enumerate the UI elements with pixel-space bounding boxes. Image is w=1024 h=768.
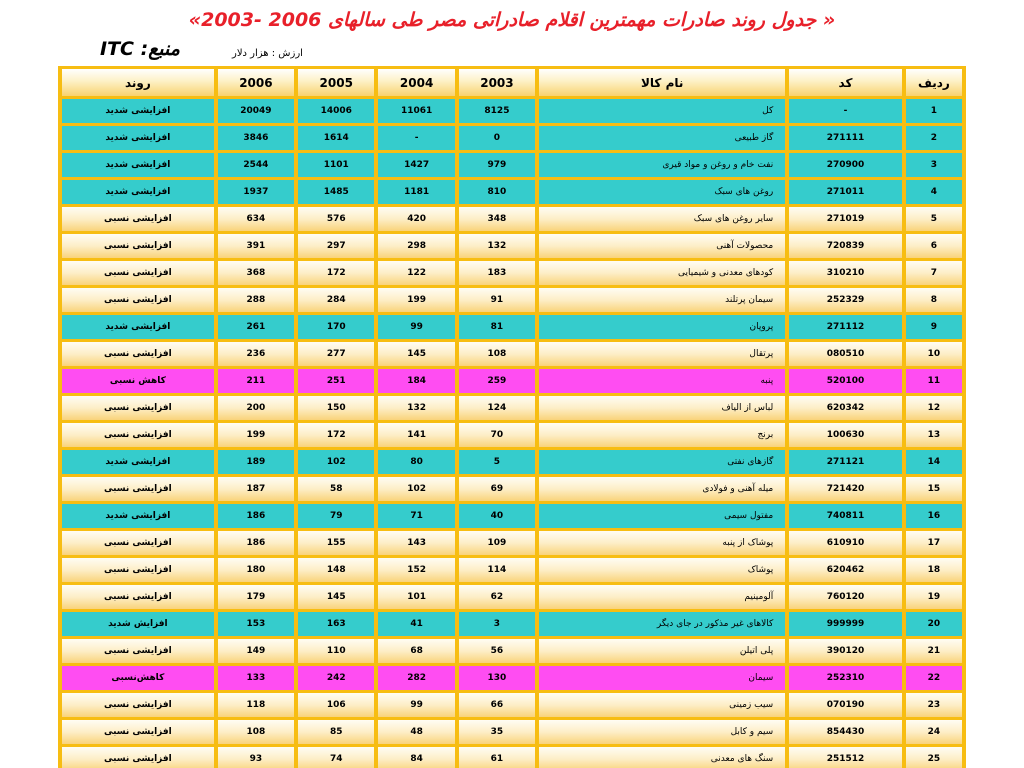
table-row	[62, 153, 962, 177]
cell-row-number: 23	[906, 693, 962, 717]
cell-2003: 979	[459, 153, 535, 177]
table-row	[62, 207, 962, 231]
cell-2004: 48	[378, 720, 454, 744]
cell-2004: 101	[378, 585, 454, 609]
cell-row-number: 11	[906, 369, 962, 393]
cell-2005: 297	[298, 234, 374, 258]
table-row	[62, 585, 962, 609]
cell-trend: افزایش شدید	[62, 612, 214, 636]
cell-2005: 242	[298, 666, 374, 690]
cell-2004: 99	[378, 315, 454, 339]
cell-2003: 61	[459, 747, 535, 768]
cell-code: 620462	[789, 558, 902, 582]
table-header-row	[62, 69, 962, 96]
cell-2004: 132	[378, 396, 454, 420]
table-row	[62, 504, 962, 528]
cell-trend: افزایشی نسبی	[62, 585, 214, 609]
cell-row-number: 18	[906, 558, 962, 582]
cell-trend: افزایشی نسبی	[62, 207, 214, 231]
cell-product-name: کالاهای غیر مذکور در جای دیگر	[539, 612, 785, 636]
cell-code: 760120	[789, 585, 902, 609]
cell-2003: 114	[459, 558, 535, 582]
cell-2003: 81	[459, 315, 535, 339]
cell-product-name: پوشاک از پنبه	[539, 531, 785, 555]
table-row	[62, 261, 962, 285]
cell-2004: 152	[378, 558, 454, 582]
cell-2006: 20049	[218, 99, 294, 123]
table-row	[62, 369, 962, 393]
cell-2003: 124	[459, 396, 535, 420]
exports-table-frame	[58, 66, 966, 768]
cell-2005: 148	[298, 558, 374, 582]
cell-product-name: محصولات آهنی	[539, 234, 785, 258]
cell-row-number: 20	[906, 612, 962, 636]
cell-trend: افزایشی شدید	[62, 450, 214, 474]
cell-row-number: 12	[906, 396, 962, 420]
cell-code: 390120	[789, 639, 902, 663]
cell-product-name: سایر روغن های سبک	[539, 207, 785, 231]
cell-product-name: گازهای نفتی	[539, 450, 785, 474]
cell-2006: 2544	[218, 153, 294, 177]
cell-2006: 186	[218, 531, 294, 555]
cell-code: 252329	[789, 288, 902, 312]
cell-trend: افزایشی شدید	[62, 153, 214, 177]
table-row	[62, 720, 962, 744]
table-row	[62, 234, 962, 258]
cell-code: 999999	[789, 612, 902, 636]
cell-2004: 298	[378, 234, 454, 258]
cell-row-number: 7	[906, 261, 962, 285]
table-body	[62, 99, 962, 768]
cell-row-number: 24	[906, 720, 962, 744]
exports-table	[58, 66, 966, 768]
cell-2003: 132	[459, 234, 535, 258]
page-title: « جدول روند صادرات مهمترین اقلام صادراتی مصر طی سالهای 2006 -2003»	[188, 9, 836, 31]
cell-code: 271111	[789, 126, 902, 150]
cell-trend: افزایشی نسبی	[62, 477, 214, 501]
table-row	[62, 288, 962, 312]
cell-2005: 172	[298, 423, 374, 447]
cell-2006: 211	[218, 369, 294, 393]
cell-trend: افزایشی نسبی	[62, 747, 214, 768]
cell-2005: 1101	[298, 153, 374, 177]
cell-2003: 8125	[459, 99, 535, 123]
cell-product-name: پنبه	[539, 369, 785, 393]
table-row	[62, 693, 962, 717]
cell-trend: افزایشی نسبی	[62, 342, 214, 366]
cell-2003: 69	[459, 477, 535, 501]
cell-2003: 40	[459, 504, 535, 528]
cell-row-number: 6	[906, 234, 962, 258]
cell-2004: 68	[378, 639, 454, 663]
cell-trend: افزایشی نسبی	[62, 639, 214, 663]
cell-2003: 5	[459, 450, 535, 474]
cell-code: 271011	[789, 180, 902, 204]
cell-trend: افزایشی نسبی	[62, 288, 214, 312]
cell-code: 620342	[789, 396, 902, 420]
cell-2003: 70	[459, 423, 535, 447]
table-row	[62, 180, 962, 204]
cell-product-name: پروپان	[539, 315, 785, 339]
cell-2005: 576	[298, 207, 374, 231]
cell-product-name: کل	[539, 99, 785, 123]
cell-2006: 391	[218, 234, 294, 258]
cell-product-name: پلی اتیلن	[539, 639, 785, 663]
cell-row-number: 8	[906, 288, 962, 312]
cell-product-name: نفت خام و روغن و مواد قیری	[539, 153, 785, 177]
cell-code: 271112	[789, 315, 902, 339]
table-row	[62, 666, 962, 690]
cell-product-name: روغن های سبک	[539, 180, 785, 204]
cell-2006: 153	[218, 612, 294, 636]
cell-row-number: 19	[906, 585, 962, 609]
cell-2003: 0	[459, 126, 535, 150]
cell-code: 270900	[789, 153, 902, 177]
cell-trend: افزایشی نسبی	[62, 261, 214, 285]
cell-2006: 3846	[218, 126, 294, 150]
cell-row-number: 5	[906, 207, 962, 231]
cell-2006: 236	[218, 342, 294, 366]
cell-trend: افزایشی نسبی	[62, 558, 214, 582]
cell-2004: -	[378, 126, 454, 150]
cell-row-number: 13	[906, 423, 962, 447]
cell-2006: 108	[218, 720, 294, 744]
cell-2003: 183	[459, 261, 535, 285]
cell-2005: 1485	[298, 180, 374, 204]
cell-2005: 172	[298, 261, 374, 285]
cell-2006: 189	[218, 450, 294, 474]
table-row	[62, 315, 962, 339]
cell-code: 720839	[789, 234, 902, 258]
cell-2004: 1181	[378, 180, 454, 204]
cell-row-number: 3	[906, 153, 962, 177]
cell-2004: 80	[378, 450, 454, 474]
header-2004: 2004	[378, 69, 454, 96]
unit-label: ارزش : هزار دلار	[232, 48, 303, 59]
cell-row-number: 1	[906, 99, 962, 123]
cell-2004: 11061	[378, 99, 454, 123]
cell-code: 251512	[789, 747, 902, 768]
table-row	[62, 747, 962, 768]
cell-row-number: 25	[906, 747, 962, 768]
cell-trend: افزایشی شدید	[62, 126, 214, 150]
cell-2005: 1614	[298, 126, 374, 150]
cell-2003: 66	[459, 693, 535, 717]
cell-trend: کاهش‌نسبی	[62, 666, 214, 690]
header-row-number: ردیف	[906, 69, 962, 96]
table-row	[62, 531, 962, 555]
cell-2004: 143	[378, 531, 454, 555]
cell-2006: 199	[218, 423, 294, 447]
cell-product-name: برنج	[539, 423, 785, 447]
cell-2004: 84	[378, 747, 454, 768]
table-row	[62, 450, 962, 474]
cell-code: 271019	[789, 207, 902, 231]
cell-2004: 102	[378, 477, 454, 501]
cell-2005: 74	[298, 747, 374, 768]
cell-row-number: 16	[906, 504, 962, 528]
cell-2005: 79	[298, 504, 374, 528]
header-trend: روند	[62, 69, 214, 96]
cell-2004: 199	[378, 288, 454, 312]
cell-row-number: 9	[906, 315, 962, 339]
cell-2003: 259	[459, 369, 535, 393]
cell-row-number: 17	[906, 531, 962, 555]
cell-2006: 118	[218, 693, 294, 717]
header-2005: 2005	[298, 69, 374, 96]
cell-code: -	[789, 99, 902, 123]
table-row	[62, 423, 962, 447]
cell-product-name: آلومینیم	[539, 585, 785, 609]
cell-2005: 110	[298, 639, 374, 663]
cell-2003: 62	[459, 585, 535, 609]
cell-product-name: سنگ های معدنی	[539, 747, 785, 768]
cell-2004: 71	[378, 504, 454, 528]
cell-code: 610910	[789, 531, 902, 555]
cell-2003: 348	[459, 207, 535, 231]
cell-2003: 108	[459, 342, 535, 366]
cell-product-name: کودهای معدنی و شیمیایی	[539, 261, 785, 285]
cell-2006: 187	[218, 477, 294, 501]
cell-product-name: سیمان	[539, 666, 785, 690]
cell-2005: 58	[298, 477, 374, 501]
cell-2004: 99	[378, 693, 454, 717]
cell-product-name: سیمان پرتلند	[539, 288, 785, 312]
cell-2005: 14006	[298, 99, 374, 123]
cell-product-name: سیب زمینی	[539, 693, 785, 717]
cell-code: 740811	[789, 504, 902, 528]
cell-2006: 368	[218, 261, 294, 285]
cell-2004: 184	[378, 369, 454, 393]
cell-code: 252310	[789, 666, 902, 690]
cell-2004: 1427	[378, 153, 454, 177]
cell-trend: افزایشی شدید	[62, 180, 214, 204]
cell-2005: 145	[298, 585, 374, 609]
cell-code: 271121	[789, 450, 902, 474]
header-2003: 2003	[459, 69, 535, 96]
cell-product-name: پرتقال	[539, 342, 785, 366]
cell-2004: 420	[378, 207, 454, 231]
header-product-name: نام کالا	[539, 69, 785, 96]
table-row	[62, 99, 962, 123]
cell-2005: 150	[298, 396, 374, 420]
cell-2003: 810	[459, 180, 535, 204]
cell-2006: 93	[218, 747, 294, 768]
cell-2005: 102	[298, 450, 374, 474]
table-row	[62, 558, 962, 582]
cell-2006: 288	[218, 288, 294, 312]
cell-2006: 149	[218, 639, 294, 663]
cell-2005: 163	[298, 612, 374, 636]
cell-product-name: گاز طبیعی	[539, 126, 785, 150]
header-code: کد	[789, 69, 902, 96]
cell-product-name: سیم و کابل	[539, 720, 785, 744]
cell-2004: 122	[378, 261, 454, 285]
cell-2003: 130	[459, 666, 535, 690]
cell-2006: 180	[218, 558, 294, 582]
cell-2006: 200	[218, 396, 294, 420]
cell-2003: 56	[459, 639, 535, 663]
cell-trend: افزایشی شدید	[62, 99, 214, 123]
table-row	[62, 477, 962, 501]
cell-code: 310210	[789, 261, 902, 285]
table-row	[62, 342, 962, 366]
cell-code: 080510	[789, 342, 902, 366]
cell-2005: 170	[298, 315, 374, 339]
cell-2006: 179	[218, 585, 294, 609]
cell-product-name: پوشاک	[539, 558, 785, 582]
cell-product-name: لباس از الیاف	[539, 396, 785, 420]
cell-trend: افزایشی نسبی	[62, 531, 214, 555]
cell-trend: افزایشی نسبی	[62, 720, 214, 744]
cell-2006: 1937	[218, 180, 294, 204]
cell-trend: افزایشی نسبی	[62, 234, 214, 258]
cell-2005: 85	[298, 720, 374, 744]
cell-2004: 145	[378, 342, 454, 366]
cell-row-number: 4	[906, 180, 962, 204]
cell-2005: 251	[298, 369, 374, 393]
cell-row-number: 22	[906, 666, 962, 690]
cell-2006: 261	[218, 315, 294, 339]
table-row	[62, 126, 962, 150]
cell-row-number: 15	[906, 477, 962, 501]
source-label: منبع: ITC	[100, 38, 180, 60]
cell-2006: 133	[218, 666, 294, 690]
cell-2005: 155	[298, 531, 374, 555]
cell-product-name: میله آهنی و فولادی	[539, 477, 785, 501]
cell-2003: 109	[459, 531, 535, 555]
cell-code: 100630	[789, 423, 902, 447]
cell-trend: افزایشی نسبی	[62, 693, 214, 717]
cell-trend: افزایشی شدید	[62, 315, 214, 339]
cell-2006: 186	[218, 504, 294, 528]
cell-2004: 41	[378, 612, 454, 636]
cell-row-number: 10	[906, 342, 962, 366]
cell-row-number: 21	[906, 639, 962, 663]
cell-trend: کاهش نسبی	[62, 369, 214, 393]
cell-code: 520100	[789, 369, 902, 393]
table-row	[62, 639, 962, 663]
cell-2004: 282	[378, 666, 454, 690]
cell-trend: افزایشی نسبی	[62, 396, 214, 420]
cell-2006: 634	[218, 207, 294, 231]
cell-2005: 284	[298, 288, 374, 312]
cell-code: 721420	[789, 477, 902, 501]
header-2006: 2006	[218, 69, 294, 96]
cell-2005: 277	[298, 342, 374, 366]
cell-2003: 35	[459, 720, 535, 744]
cell-2003: 91	[459, 288, 535, 312]
cell-row-number: 14	[906, 450, 962, 474]
cell-trend: افزایشی نسبی	[62, 423, 214, 447]
table-row	[62, 612, 962, 636]
cell-product-name: مفتول سیمی	[539, 504, 785, 528]
table-row	[62, 396, 962, 420]
cell-2005: 106	[298, 693, 374, 717]
cell-2004: 141	[378, 423, 454, 447]
cell-trend: افزایشی شدید	[62, 504, 214, 528]
cell-row-number: 2	[906, 126, 962, 150]
cell-2003: 3	[459, 612, 535, 636]
cell-code: 070190	[789, 693, 902, 717]
cell-code: 854430	[789, 720, 902, 744]
